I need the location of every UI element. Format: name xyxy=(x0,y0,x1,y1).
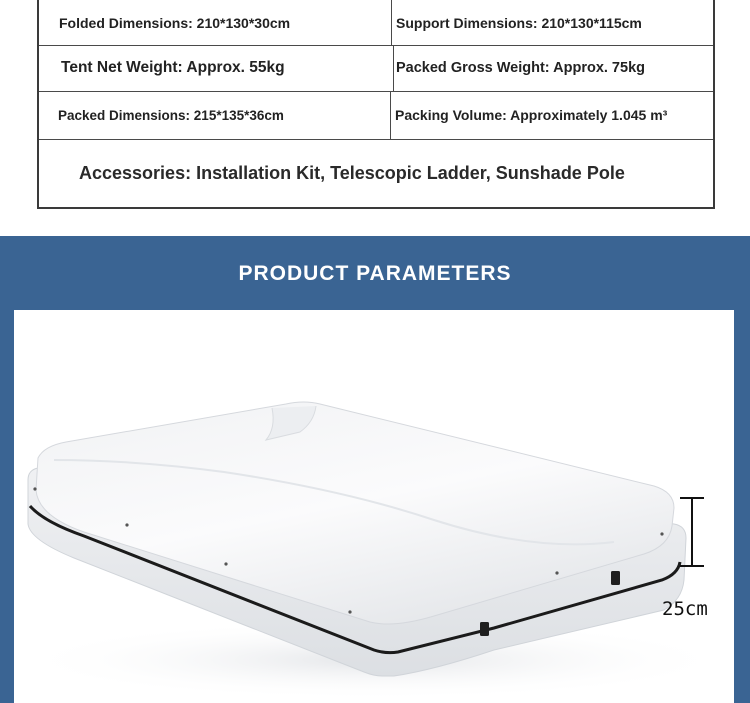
folded-dimensions: Folded Dimensions: 210*130*30cm xyxy=(39,0,392,45)
packed-dimensions: Packed Dimensions: 215*135*36cm xyxy=(39,91,391,139)
section-title: PRODUCT PARAMETERS xyxy=(238,262,512,285)
spec-row xyxy=(39,45,713,92)
spec-table xyxy=(37,0,715,209)
product-photo xyxy=(14,310,734,703)
spec-row xyxy=(39,0,713,46)
rooftop-tent-shell-illustration xyxy=(14,310,734,703)
spec-row-accessories xyxy=(39,139,713,207)
accessories: Accessories: Installation Kit, Telescopic Ladder, Sunshade Pole xyxy=(79,162,625,183)
packed-gross-weight: Packed Gross Weight: Approx. 75kg xyxy=(396,60,645,76)
spec-row xyxy=(39,91,713,140)
tent-net-weight: Tent Net Weight: Approx. 55kg xyxy=(39,45,394,91)
support-dimensions: Support Dimensions: 210*130*115cm xyxy=(396,14,642,31)
packing-volume: Packing Volume: Approximately 1.045 m³ xyxy=(395,107,668,123)
height-dimension-label: 25cm xyxy=(662,598,708,620)
